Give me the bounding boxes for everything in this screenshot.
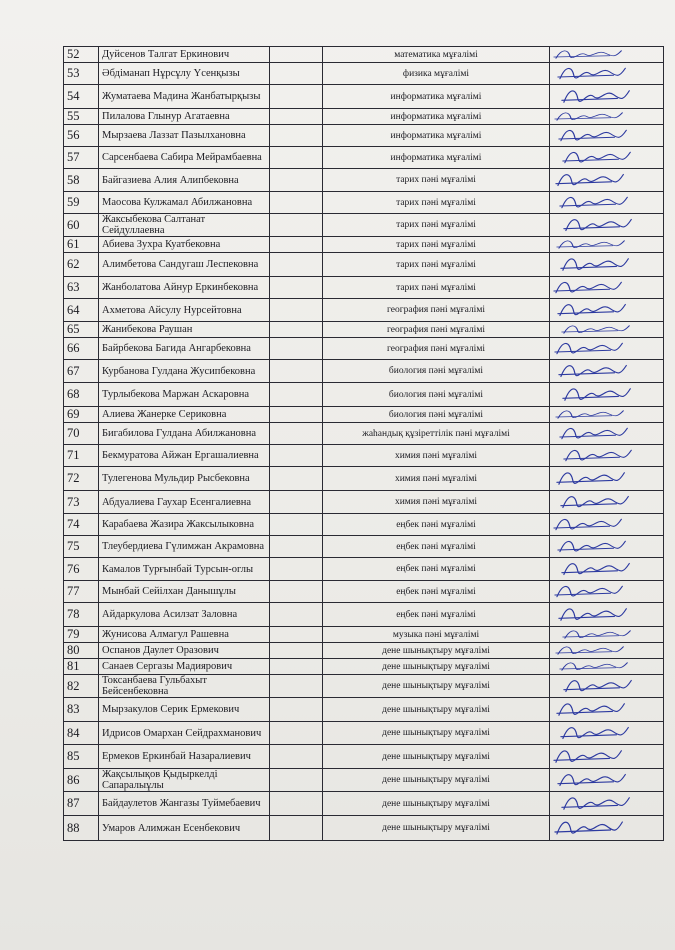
row-number: 59 — [64, 192, 99, 214]
handwritten-signature — [550, 360, 663, 382]
position-title: тарих пәні мұғалімі — [323, 169, 550, 192]
handwritten-signature — [550, 322, 663, 337]
signature-cell — [550, 491, 664, 514]
table-row — [64, 745, 664, 769]
position-title: дене шынықтыру мұғалімі — [323, 816, 550, 841]
handwritten-signature — [550, 192, 663, 213]
table-row — [64, 338, 664, 360]
employee-name: Тулегенова Мульдир Рысбековна — [99, 467, 270, 491]
row-number: 63 — [64, 277, 99, 299]
row-number: 86 — [64, 769, 99, 792]
row-number: 62 — [64, 253, 99, 277]
table-row — [64, 125, 664, 147]
signature-cell — [550, 536, 664, 558]
blank-cell — [270, 383, 323, 407]
handwritten-signature — [550, 253, 663, 276]
signature-cell — [550, 253, 664, 277]
employee-name: Бигабилова Гулдана Абилжановна — [99, 423, 270, 445]
position-title: химия пәні мұғалімі — [323, 445, 550, 467]
handwritten-signature — [550, 643, 663, 658]
employee-name: Жақсылықов Қыдыркелді Сапаралыұлы — [99, 769, 270, 792]
employee-name: Дуйсенов Талгат Еркинович — [99, 47, 270, 63]
employee-name: Байгазиева Алия Алипбековна — [99, 169, 270, 192]
handwritten-signature — [550, 85, 663, 108]
handwritten-signature — [550, 125, 663, 146]
position-title: тарих пәні мұғалімі — [323, 277, 550, 299]
position-title: химия пәні мұғалімі — [323, 491, 550, 514]
blank-cell — [270, 214, 323, 237]
handwritten-signature — [550, 659, 663, 674]
position-title: тарих пәні мұғалімі — [323, 214, 550, 237]
row-number: 71 — [64, 445, 99, 467]
blank-cell — [270, 643, 323, 659]
table-row — [64, 792, 664, 816]
row-number: 70 — [64, 423, 99, 445]
signature-cell — [550, 360, 664, 383]
signature-cell — [550, 659, 664, 675]
handwritten-signature — [550, 169, 663, 191]
handwritten-signature — [550, 675, 663, 697]
table-row — [64, 85, 664, 109]
table-row — [64, 423, 664, 445]
signature-cell — [550, 769, 664, 792]
table-row — [64, 603, 664, 627]
position-title: дене шынықтыру мұғалімі — [323, 792, 550, 816]
handwritten-signature — [550, 698, 663, 721]
table-row — [64, 147, 664, 169]
signature-cell — [550, 558, 664, 581]
handwritten-signature — [550, 63, 663, 84]
table-row — [64, 581, 664, 603]
row-number: 72 — [64, 467, 99, 491]
handwritten-signature — [550, 407, 663, 422]
employee-name: Турлыбекова Маржан Аскаровна — [99, 383, 270, 407]
row-number: 77 — [64, 581, 99, 603]
employee-name: Алимбетова Сандугаш Леспековна — [99, 253, 270, 277]
table-row — [64, 360, 664, 383]
blank-cell — [270, 338, 323, 360]
row-number: 81 — [64, 659, 99, 675]
handwritten-signature — [550, 581, 663, 602]
table-row — [64, 445, 664, 467]
handwritten-signature — [550, 536, 663, 557]
row-number: 78 — [64, 603, 99, 627]
position-title: тарих пәні мұғалімі — [323, 192, 550, 214]
table-row — [64, 322, 664, 338]
row-number: 66 — [64, 338, 99, 360]
blank-cell — [270, 109, 323, 125]
table-row — [64, 467, 664, 491]
table-row — [64, 558, 664, 581]
blank-cell — [270, 253, 323, 277]
position-title: дене шынықтыру мұғалімі — [323, 659, 550, 675]
employee-name: Камалов Турғынбай Турсын-оглы — [99, 558, 270, 581]
employee-name: Жунисова Алмагул Рашевна — [99, 627, 270, 643]
signature-cell — [550, 816, 664, 841]
employee-name: Токсанбаева Гульбахыт Бейсенбековна — [99, 675, 270, 698]
signature-cell — [550, 423, 664, 445]
position-title: дене шынықтыру мұғалімі — [323, 722, 550, 745]
blank-cell — [270, 445, 323, 467]
employee-name: Абдуалиева Гаухар Есенгалиевна — [99, 491, 270, 514]
position-title: дене шынықтыру мұғалімі — [323, 769, 550, 792]
table-row — [64, 192, 664, 214]
row-number: 64 — [64, 299, 99, 322]
handwritten-signature — [550, 514, 663, 535]
handwritten-signature — [550, 277, 663, 298]
position-title: география пәні мұғалімі — [323, 322, 550, 338]
employee-name: Сарсенбаева Сабира Мейрамбаевна — [99, 147, 270, 169]
blank-cell — [270, 491, 323, 514]
employee-name: Алиева Жанерке Сериковна — [99, 407, 270, 423]
blank-cell — [270, 745, 323, 769]
row-number: 74 — [64, 514, 99, 536]
signature-cell — [550, 581, 664, 603]
position-title: дене шынықтыру мұғалімі — [323, 643, 550, 659]
table-row — [64, 514, 664, 536]
row-number: 58 — [64, 169, 99, 192]
row-number: 54 — [64, 85, 99, 109]
row-number: 85 — [64, 745, 99, 769]
row-number: 75 — [64, 536, 99, 558]
signature-cell — [550, 147, 664, 169]
blank-cell — [270, 675, 323, 698]
position-title: музыка пәні мұғалімі — [323, 627, 550, 643]
row-number: 69 — [64, 407, 99, 423]
position-title: математика мұғалімі — [323, 47, 550, 63]
employee-name: Ахметова Айсулу Нурсейтовна — [99, 299, 270, 322]
employee-name: Бекмуратова Айжан Ергашалиевна — [99, 445, 270, 467]
table-row — [64, 675, 664, 698]
row-number: 84 — [64, 722, 99, 745]
row-number: 55 — [64, 109, 99, 125]
row-number: 76 — [64, 558, 99, 581]
table-row — [64, 214, 664, 237]
position-title: еңбек пәні мұғалімі — [323, 558, 550, 581]
table-row — [64, 169, 664, 192]
signature-cell — [550, 169, 664, 192]
blank-cell — [270, 467, 323, 491]
table-body — [64, 47, 664, 841]
employee-name: Идрисов Омархан Сейдрахманович — [99, 722, 270, 745]
signature-cell — [550, 643, 664, 659]
table-row — [64, 659, 664, 675]
signature-cell — [550, 675, 664, 698]
signature-cell — [550, 109, 664, 125]
signature-cell — [550, 407, 664, 423]
employee-name: Жаксыбекова Салтанат Сейдуллаевна — [99, 214, 270, 237]
handwritten-signature — [550, 214, 663, 236]
position-title: дене шынықтыру мұғалімі — [323, 698, 550, 722]
employee-name: Байдаулетов Жангазы Туймебаевич — [99, 792, 270, 816]
handwritten-signature — [550, 603, 663, 626]
signature-cell — [550, 277, 664, 299]
table-row — [64, 277, 664, 299]
position-title: информатика мұғалімі — [323, 125, 550, 147]
position-title: биология пәні мұғалімі — [323, 383, 550, 407]
handwritten-signature — [550, 147, 663, 168]
row-number: 53 — [64, 63, 99, 85]
row-number: 87 — [64, 792, 99, 816]
position-title: еңбек пәні мұғалімі — [323, 536, 550, 558]
employee-name: Жуматаева Мадина Жанбатырқызы — [99, 85, 270, 109]
handwritten-signature — [550, 627, 663, 642]
employee-name: Курбанова Гулдана Жусипбековна — [99, 360, 270, 383]
signature-cell — [550, 722, 664, 745]
blank-cell — [270, 63, 323, 85]
table-row — [64, 536, 664, 558]
handwritten-signature — [550, 745, 663, 768]
blank-cell — [270, 237, 323, 253]
employee-name: Мынбай Сейілхан Данышұлы — [99, 581, 270, 603]
signature-cell — [550, 338, 664, 360]
position-title: тарих пәні мұғалімі — [323, 253, 550, 277]
employee-name: Умаров Алимжан Есенбекович — [99, 816, 270, 841]
signature-cell — [550, 445, 664, 467]
handwritten-signature — [550, 467, 663, 490]
position-title: дене шынықтыру мұғалімі — [323, 745, 550, 769]
position-title: еңбек пәні мұғалімі — [323, 514, 550, 536]
employee-name: Жанибекова Раушан — [99, 322, 270, 338]
signature-cell — [550, 514, 664, 536]
blank-cell — [270, 627, 323, 643]
employee-name: Байрбекова Багида Ангарбековна — [99, 338, 270, 360]
table-row — [64, 643, 664, 659]
position-title: география пәні мұғалімі — [323, 338, 550, 360]
table-row — [64, 698, 664, 722]
row-number: 79 — [64, 627, 99, 643]
blank-cell — [270, 536, 323, 558]
table-row — [64, 237, 664, 253]
signature-cell — [550, 192, 664, 214]
row-number: 83 — [64, 698, 99, 722]
handwritten-signature — [550, 491, 663, 513]
handwritten-signature — [550, 558, 663, 580]
blank-cell — [270, 47, 323, 63]
blank-cell — [270, 423, 323, 445]
employee-name: Пилалова Глынур Агатаевна — [99, 109, 270, 125]
handwritten-signature — [550, 383, 663, 406]
position-title: биология пәні мұғалімі — [323, 360, 550, 383]
signature-cell — [550, 322, 664, 338]
blank-cell — [270, 558, 323, 581]
employee-name: Жанболатова Айнур Еркинбековна — [99, 277, 270, 299]
position-title: информатика мұғалімі — [323, 85, 550, 109]
row-number: 60 — [64, 214, 99, 237]
handwritten-signature — [550, 792, 663, 815]
employee-name: Әбдіманап Нұрсұлу Үсенқызы — [99, 63, 270, 85]
employee-name: Абиева Зухра Куатбековна — [99, 237, 270, 253]
handwritten-signature — [550, 237, 663, 252]
employee-name: Мырзаева Лаззат Пазылхановна — [99, 125, 270, 147]
employee-name: Мырзакулов Серик Ермекович — [99, 698, 270, 722]
position-title: химия пәні мұғалімі — [323, 467, 550, 491]
table-row — [64, 383, 664, 407]
blank-cell — [270, 722, 323, 745]
signature-cell — [550, 214, 664, 237]
blank-cell — [270, 603, 323, 627]
signature-cell — [550, 299, 664, 322]
table-row — [64, 407, 664, 423]
position-title: дене шынықтыру мұғалімі — [323, 675, 550, 698]
table-row — [64, 299, 664, 322]
handwritten-signature — [550, 722, 663, 744]
employee-name: Оспанов Даулет Оразович — [99, 643, 270, 659]
signature-cell — [550, 603, 664, 627]
blank-cell — [270, 192, 323, 214]
handwritten-signature — [550, 109, 663, 124]
signature-cell — [550, 745, 664, 769]
row-number: 88 — [64, 816, 99, 841]
signature-cell — [550, 467, 664, 491]
position-title: еңбек пәні мұғалімі — [323, 581, 550, 603]
table-row — [64, 491, 664, 514]
blank-cell — [270, 769, 323, 792]
table-row — [64, 109, 664, 125]
blank-cell — [270, 659, 323, 675]
table-row — [64, 769, 664, 792]
handwritten-signature — [550, 816, 663, 840]
table-row — [64, 722, 664, 745]
blank-cell — [270, 322, 323, 338]
blank-cell — [270, 147, 323, 169]
handwritten-signature — [550, 299, 663, 321]
handwritten-signature — [550, 47, 663, 62]
blank-cell — [270, 85, 323, 109]
employee-name: Айдаркулова Асилзат Заловна — [99, 603, 270, 627]
row-number: 73 — [64, 491, 99, 514]
signature-cell — [550, 383, 664, 407]
table-row — [64, 253, 664, 277]
row-number: 65 — [64, 322, 99, 338]
signature-cell — [550, 125, 664, 147]
signature-cell — [550, 237, 664, 253]
row-number: 57 — [64, 147, 99, 169]
signature-cell — [550, 47, 664, 63]
blank-cell — [270, 277, 323, 299]
table-row — [64, 47, 664, 63]
position-title: информатика мұғалімі — [323, 147, 550, 169]
row-number: 52 — [64, 47, 99, 63]
employee-name: Карабаева Жазира Жаксылыковна — [99, 514, 270, 536]
employee-name: Тлеубердиева Гүлимжан Акрамовна — [99, 536, 270, 558]
handwritten-signature — [550, 423, 663, 444]
position-title: география пәні мұғалімі — [323, 299, 550, 322]
signature-cell — [550, 698, 664, 722]
signature-cell — [550, 792, 664, 816]
signature-cell — [550, 63, 664, 85]
table-row — [64, 816, 664, 841]
blank-cell — [270, 169, 323, 192]
position-title: еңбек пәні мұғалімі — [323, 603, 550, 627]
blank-cell — [270, 816, 323, 841]
row-number: 82 — [64, 675, 99, 698]
signature-cell — [550, 627, 664, 643]
position-title: информатика мұғалімі — [323, 109, 550, 125]
position-title: тарих пәні мұғалімі — [323, 237, 550, 253]
handwritten-signature — [550, 769, 663, 791]
row-number: 56 — [64, 125, 99, 147]
blank-cell — [270, 299, 323, 322]
blank-cell — [270, 125, 323, 147]
blank-cell — [270, 514, 323, 536]
employee-name: Маосова Кулжамал Абилжановна — [99, 192, 270, 214]
signature-cell — [550, 85, 664, 109]
position-title: биология пәні мұғалімі — [323, 407, 550, 423]
row-number: 68 — [64, 383, 99, 407]
handwritten-signature — [550, 338, 663, 359]
row-number: 61 — [64, 237, 99, 253]
position-title: физика мұғалімі — [323, 63, 550, 85]
row-number: 80 — [64, 643, 99, 659]
row-number: 67 — [64, 360, 99, 383]
position-title: жаһандық құзіреттілік пәні мұғалімі — [323, 423, 550, 445]
employee-name: Ермеков Еркинбай Назаралиевич — [99, 745, 270, 769]
blank-cell — [270, 360, 323, 383]
blank-cell — [270, 407, 323, 423]
blank-cell — [270, 792, 323, 816]
staff-signature-table — [63, 46, 664, 841]
table-row — [64, 627, 664, 643]
handwritten-signature — [550, 445, 663, 466]
blank-cell — [270, 698, 323, 722]
employee-name: Санаев Сергазы Мадиярович — [99, 659, 270, 675]
blank-cell — [270, 581, 323, 603]
table-row — [64, 63, 664, 85]
